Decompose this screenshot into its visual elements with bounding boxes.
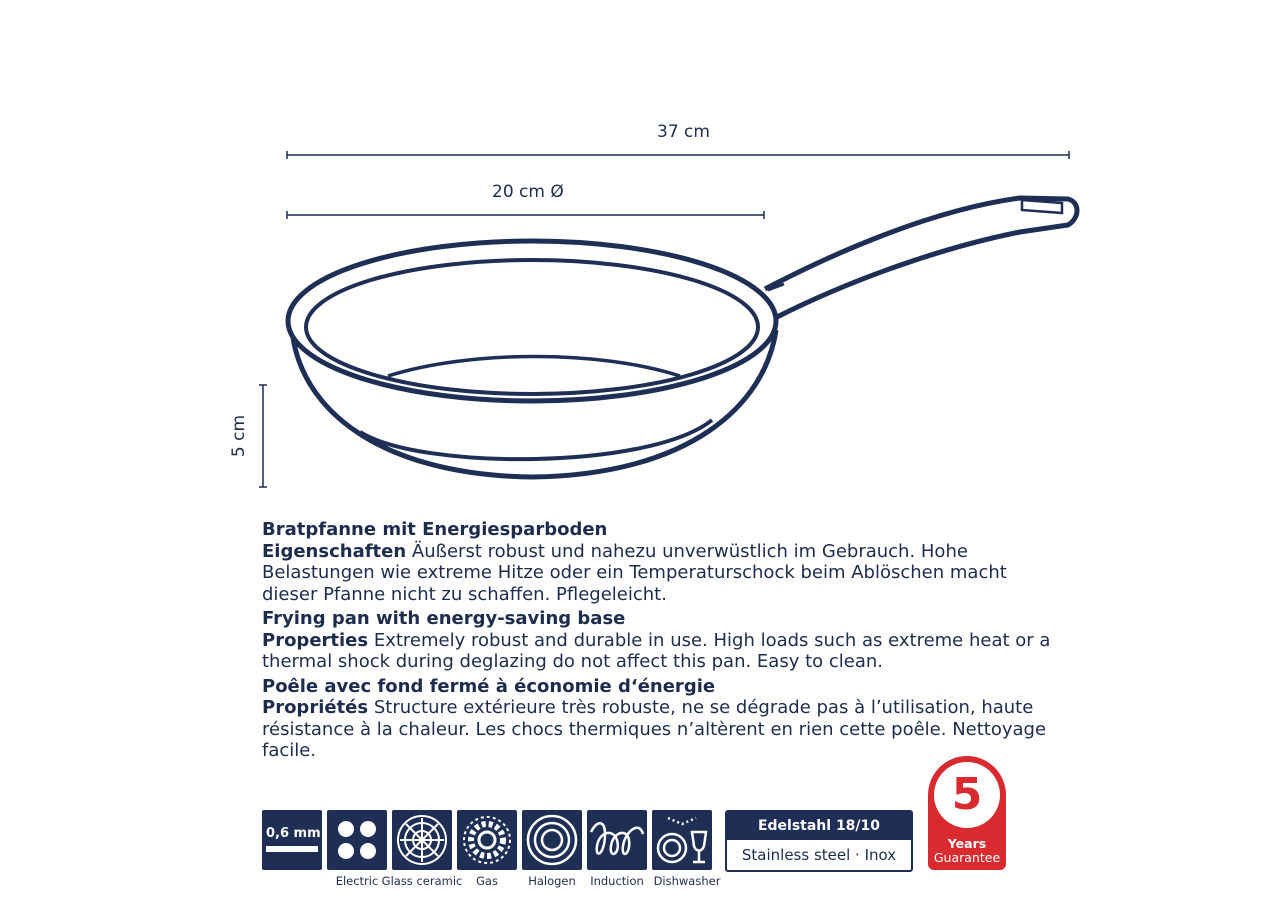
heading-en: Frying pan with energy-saving base (262, 608, 626, 629)
material-title: Edelstahl 18/10 (727, 812, 911, 840)
glass-ceramic-label: Glass ceramic (381, 874, 463, 888)
diameter-dimension-line (287, 211, 764, 219)
length-dimension-line (287, 151, 1069, 159)
material-subtitle: Stainless steel · Inox (741, 846, 897, 864)
text-en: Extremely robust and durable in use. High loads such as extreme heat or a thermal shock during deglazing do not affect this pan. Easy to clean. (262, 629, 1051, 672)
key-de: Eigenschaften (262, 540, 407, 562)
gas-label: Gas (476, 874, 498, 888)
glass-ceramic-icon (392, 810, 452, 870)
guarantee-label: Guarantee (933, 850, 1001, 865)
description-en (262, 608, 1062, 673)
guarantee-number: 5 (934, 762, 1000, 828)
pan-outline (288, 198, 1077, 477)
induction-label: Induction (590, 874, 644, 888)
key-fr: Propriétés (262, 697, 369, 718)
induction-icon (587, 810, 647, 870)
description-de (262, 519, 1062, 605)
heading-de: Bratpfanne mit Energiesparboden (262, 519, 608, 540)
dishwasher-label: Dishwasher (653, 874, 721, 888)
diameter-label: 20 cm Ø (492, 182, 564, 202)
text-fr: Structure extérieure très robuste, ne se dégrade pas à l’utilisation, haute résistance à la chaleur. Les chocs thermiques n’altèrent en rien cette poêle. Nettoyage facile. (262, 697, 1047, 761)
gas-icon (457, 810, 517, 870)
height-dimension-line (259, 385, 267, 487)
text-de: Äußerst robust und nahezu unverwüstlich im Gebrauch. Hohe Belastungen wie extreme Hitze oder ein Temperaturschock beim Ablöschen macht dieser Pfanne nicht zu schaffen. Pflegeleicht. (262, 540, 1007, 605)
electric-icon (327, 810, 387, 870)
description-block (262, 519, 1062, 765)
dishwasher-icon (652, 810, 712, 870)
guarantee-years: Years (947, 836, 987, 851)
heading-fr: Poêle avec fond fermé à économie d‘énergie (262, 675, 716, 697)
material-box (725, 810, 913, 872)
description-fr (262, 676, 1062, 762)
electric-label: Electric (335, 874, 379, 888)
height-label: 5 cm (229, 414, 250, 458)
thickness-icon (262, 810, 322, 870)
key-en: Properties (262, 629, 369, 651)
guarantee-badge (928, 756, 1006, 870)
length-label: 37 cm (657, 122, 710, 142)
halogen-icon (522, 810, 582, 870)
halogen-label: Halogen (528, 874, 576, 888)
thickness-label: 0,6 mm (266, 826, 321, 841)
